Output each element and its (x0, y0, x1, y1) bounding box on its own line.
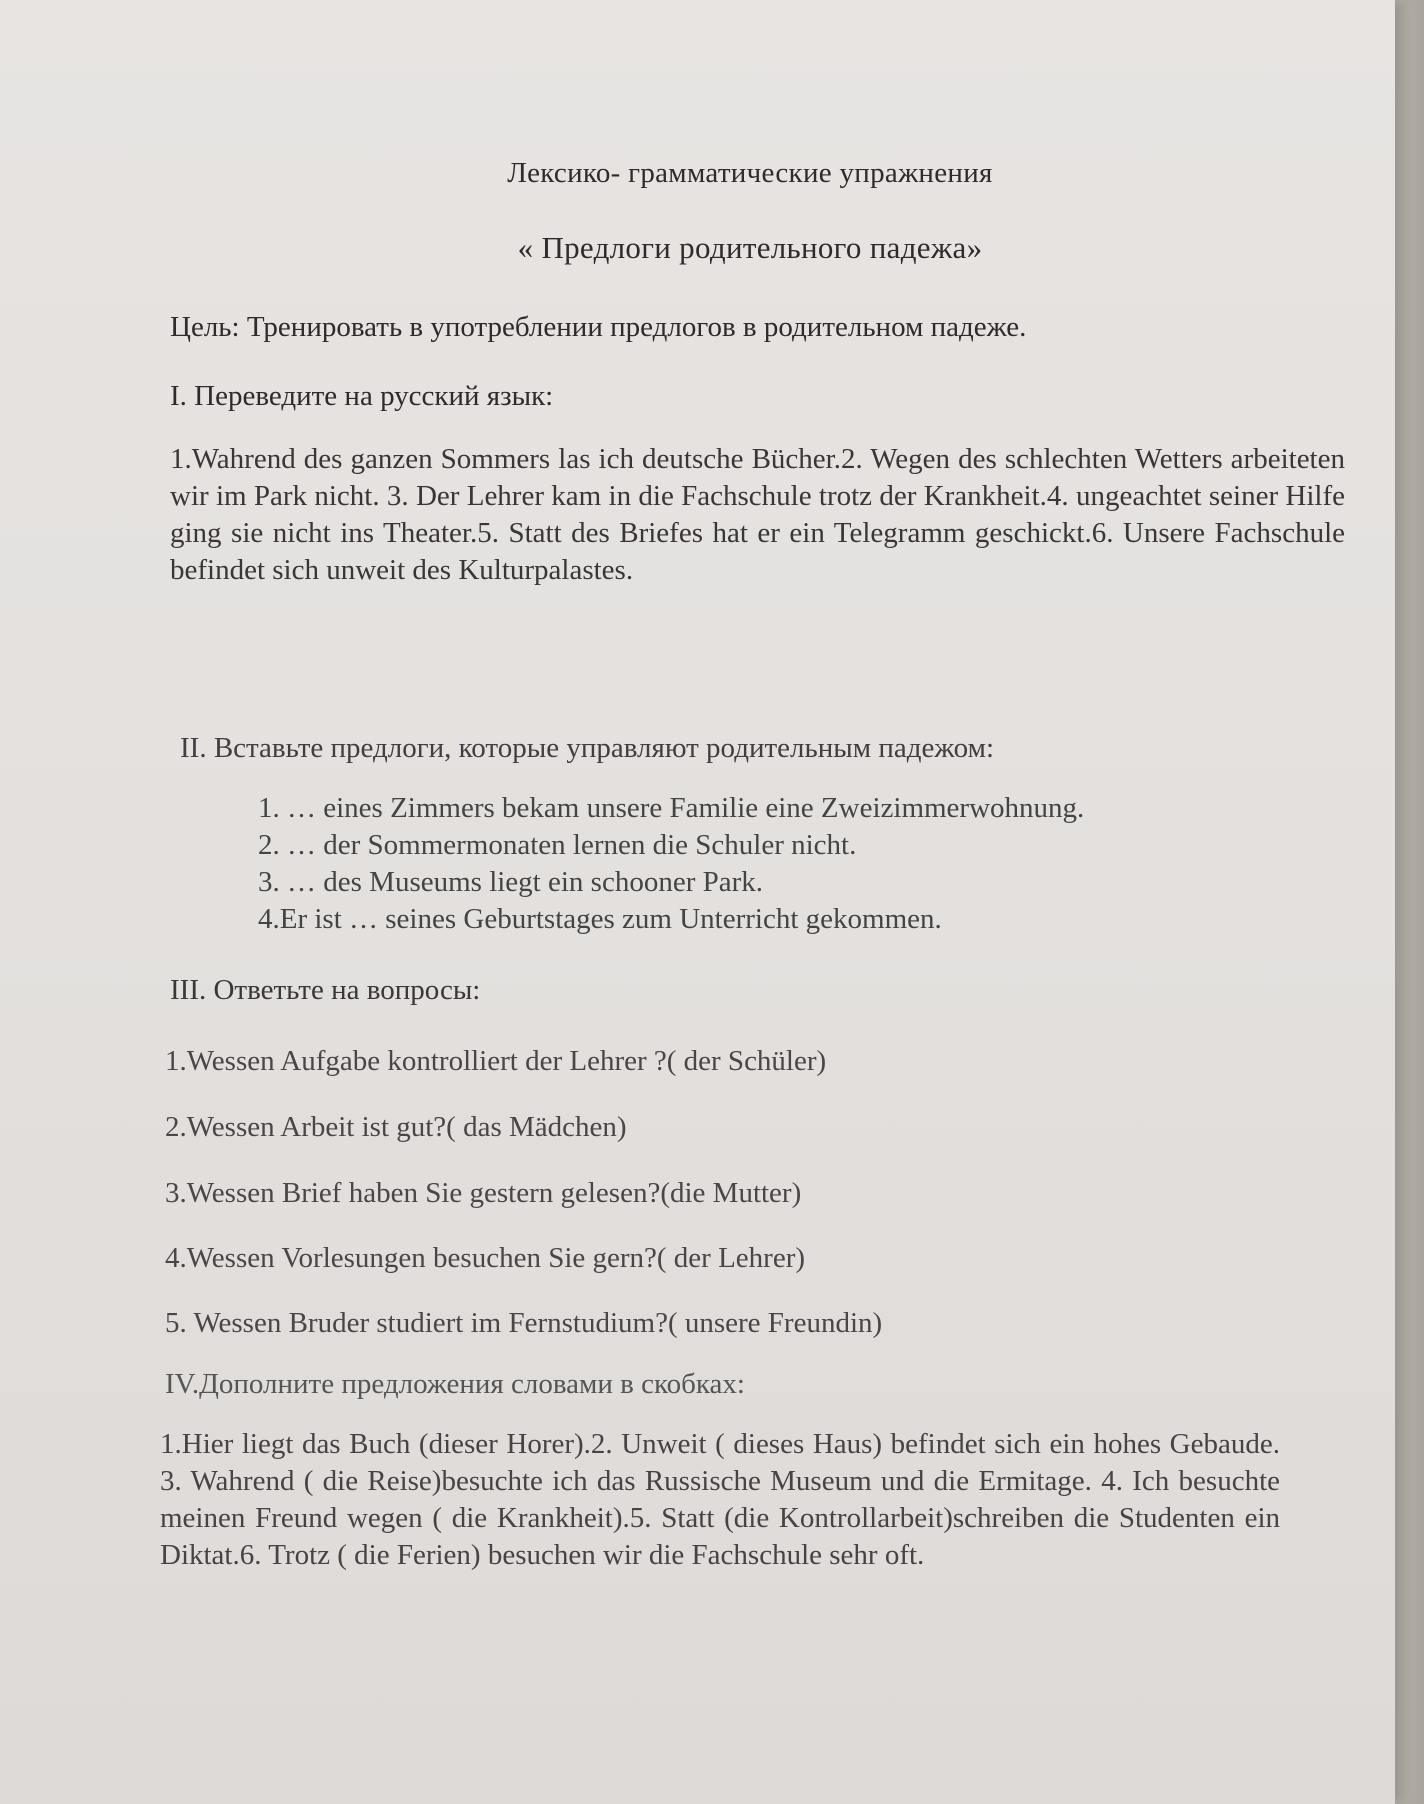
list-item: 4.Er ist … seines Geburtstages zum Unterricht gekommen. (258, 903, 942, 935)
page-subtitle: « Предлоги родительного падежа» (517, 230, 983, 265)
section-2-list (258, 790, 1084, 938)
section-2-heading: II. Вставьте предлоги, которые управляют родительным падежом: (180, 732, 995, 764)
aim-statement: Цель: Тренировать в употреблении предлогов в родительном падеже. (170, 311, 1027, 343)
section-3-heading: III. Ответьте на вопросы: (170, 974, 481, 1006)
list-item: 3. … des Museums liegt ein schooner Park. (258, 866, 764, 898)
section-1-heading: I. Переведите на русский язык: (170, 380, 554, 412)
question-2: 2.Wessen Arbeit ist gut?( das Mädchen) (165, 1111, 627, 1143)
list-item: 1. … eines Zimmers bekam unsere Familie eine Zweizimmerwohnung. (258, 792, 1085, 824)
question-5: 5. Wessen Bruder studiert im Fernstudium?( unsere Freundin) (165, 1307, 883, 1339)
question-1: 1.Wessen Aufgabe kontrolliert der Lehrer ?( der Schüler) (165, 1045, 827, 1077)
section-4-heading: IV.Дополните предложения словами в скобках: (165, 1368, 745, 1400)
section-1-text: 1.Wahrend des ganzen Sommers las ich deutsche Bücher.2. Wegen des schlechten Wetters arbeiteten wir im Park nicht. 3. Der Lehrer kam in die Fachschule trotz der Krankheit.4. ungeachtet seiner Hilfe ging sie nicht ins Theater.5. Statt des Briefes hat er ein Telegramm geschickt.6. Unsere Fachschule befindet sich unweit des Kulturpalastes. (170, 443, 1345, 586)
page-title: Лексико- грамматические упражнения (507, 157, 993, 189)
question-3: 3.Wessen Brief haben Sie gestern gelesen?(die Mutter) (165, 1177, 802, 1209)
list-item: 2. … der Sommermonaten lernen die Schuler nicht. (258, 829, 857, 861)
question-4: 4.Wessen Vorlesungen besuchen Sie gern?( der Lehrer) (165, 1242, 806, 1274)
section-4-text: 1.Hier liegt das Buch (dieser Horer).2. Unweit ( dieses Haus) befindet sich ein hohes Gebaude. 3. Wahrend ( die Reise)besuchte ich das Russische Museum und die Ermitage. 4. Ich besuchte meinen Freund wegen ( die Krankheit).5. Statt (die Kontrollarbeit)schreiben die Studenten ein Diktat.6. Trotz ( die Ferien) besuchen wir die Fachschule sehr oft. (160, 1428, 1280, 1571)
